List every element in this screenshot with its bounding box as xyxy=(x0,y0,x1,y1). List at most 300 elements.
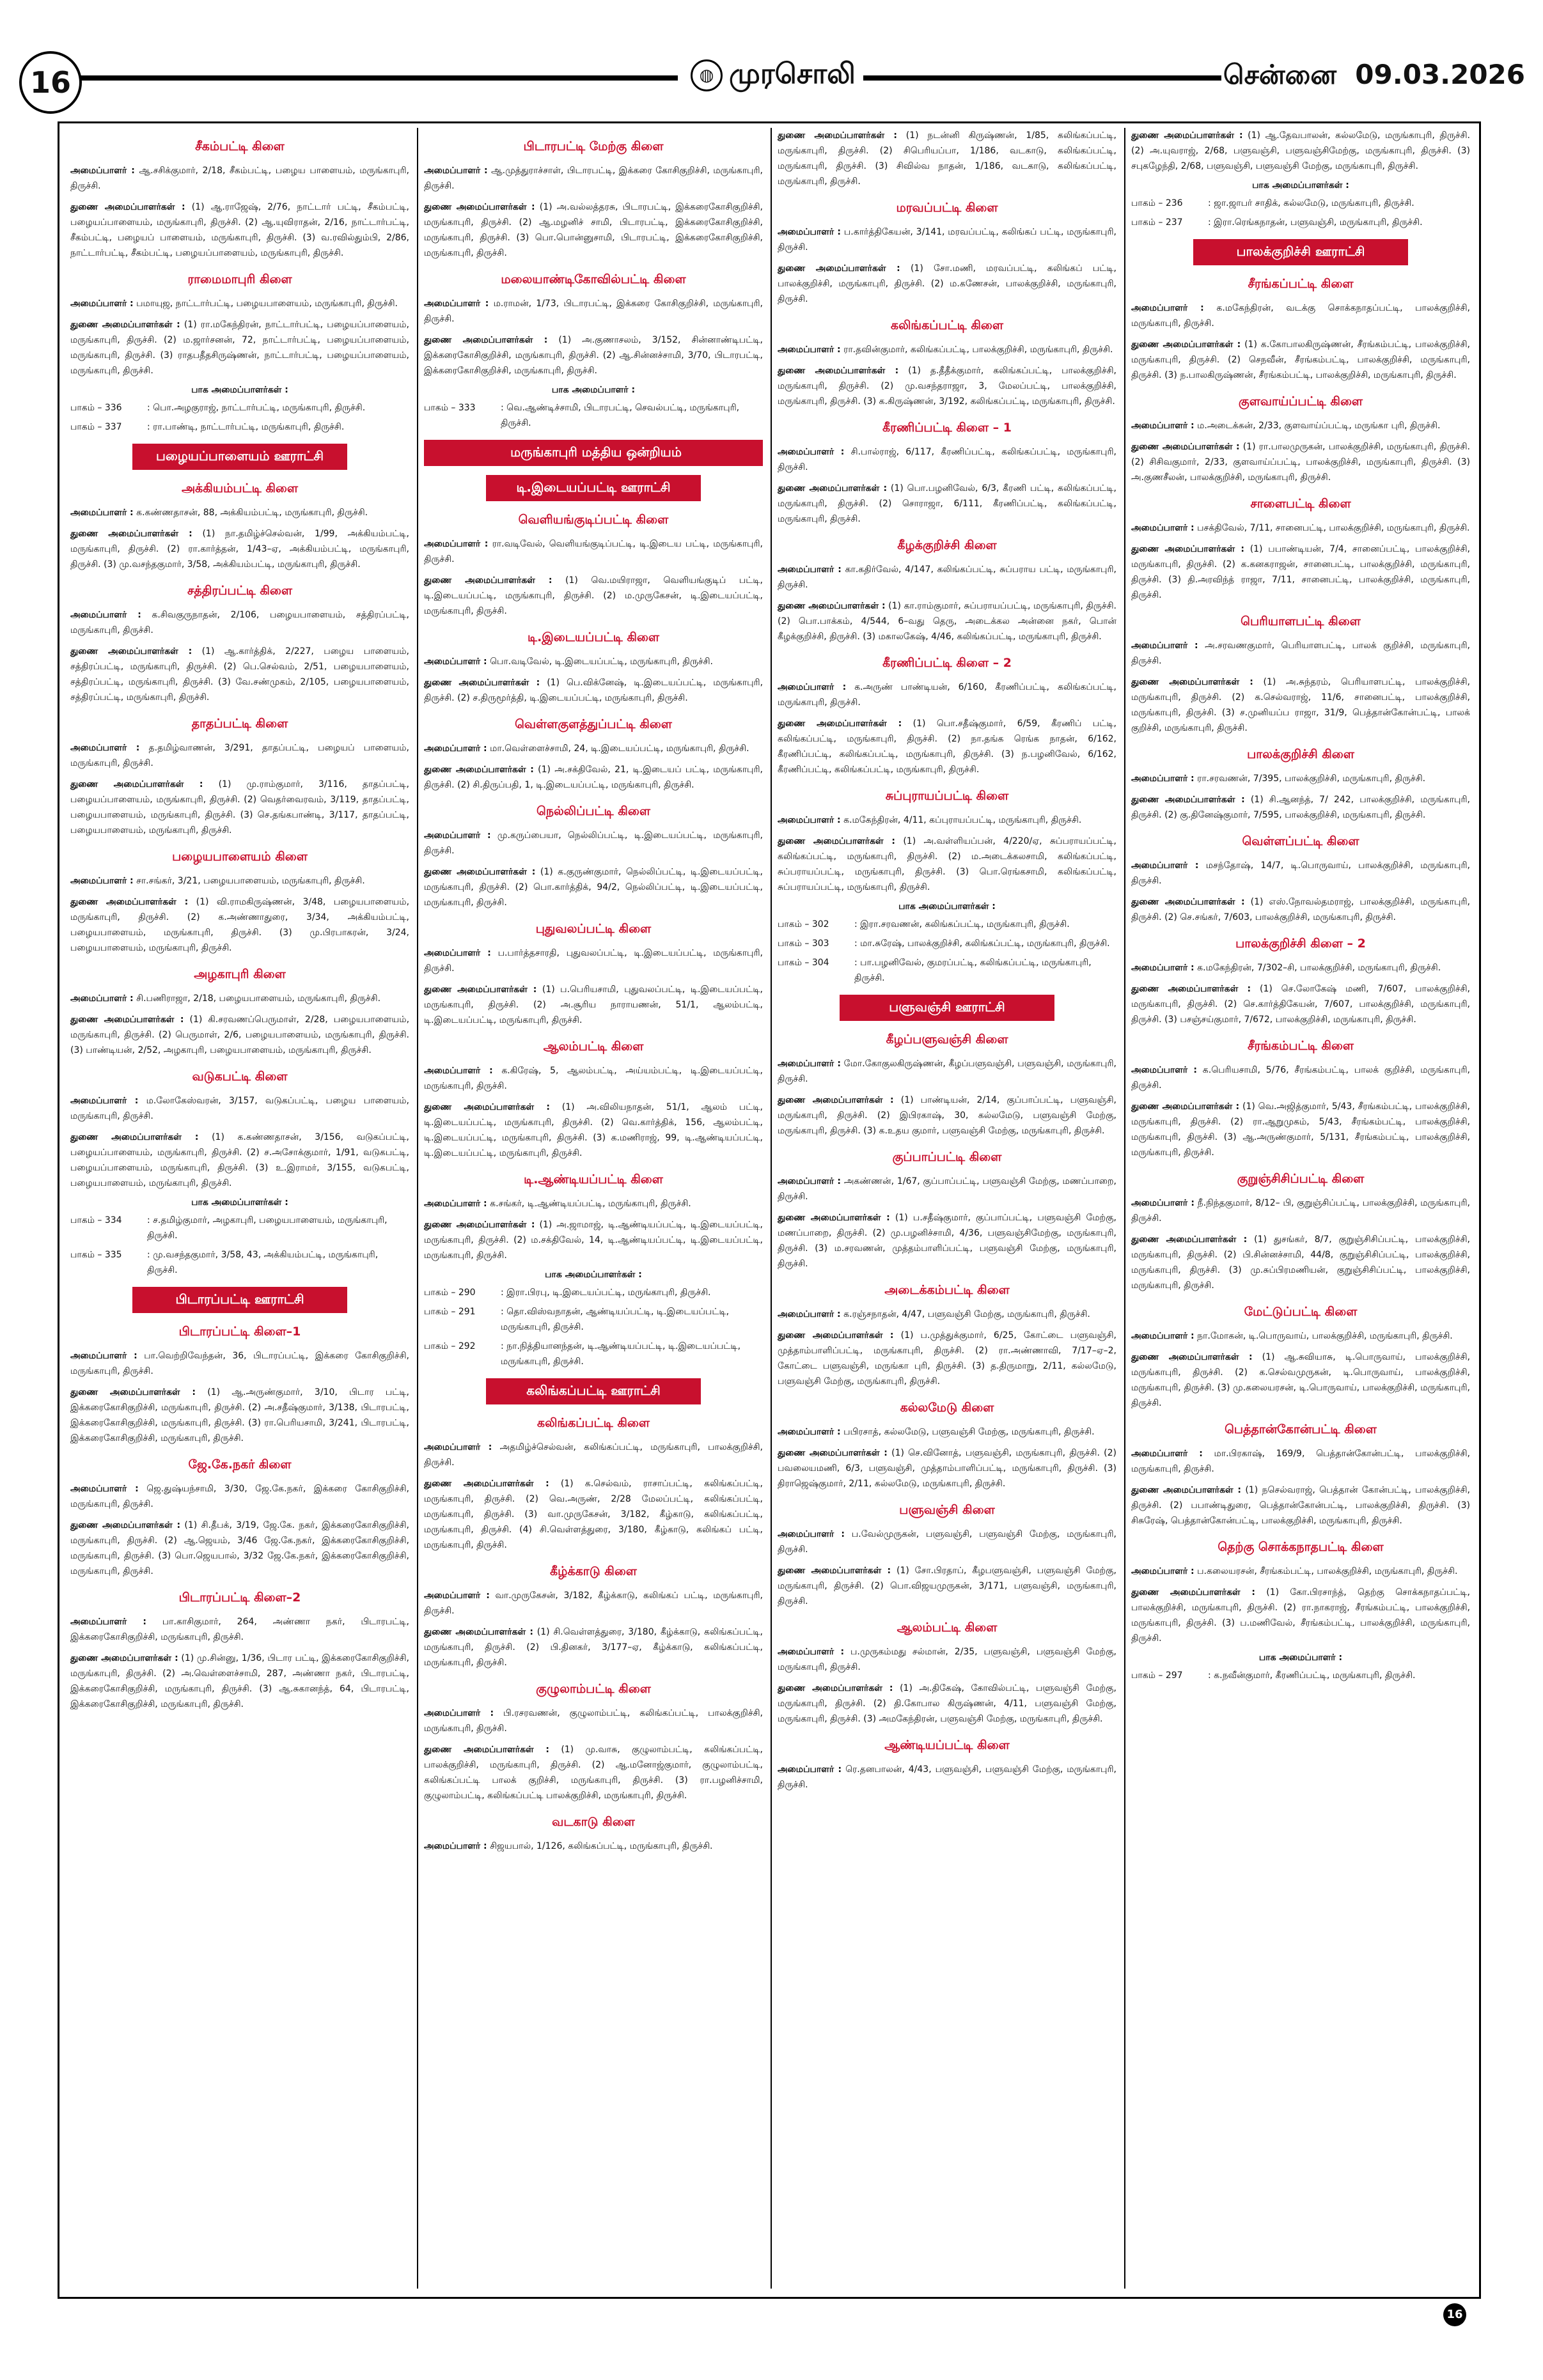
organiser-text: அ.சரவணகுமார், பெரியாளபட்டி, பாலக் குறிச்சி, மருங்காபுரி, திருச்சி. xyxy=(1131,641,1470,666)
organiser-text: மசந்தோஷ், 14/7, டி.பொருவாய், பாலக்குறிச்சி, மருங்காபுரி, திருச்சி. xyxy=(1131,860,1470,886)
organiser-entry xyxy=(778,224,1116,255)
organiser-text: ரா.சரவணன், 7/395, பாலக்குறிச்சி, மருங்காபுரி, திருச்சி. xyxy=(1197,774,1426,784)
deputy-text: (1) சி.ஆனந்த், 7/ 242, பாலக்குறிச்சி, மருங்காபுரி, திருச்சி. (2) கு.தினேஷ்குமார், 7/595, பாலக்குறிச்சி, மருங்காபுரி, திருச்சி. xyxy=(1131,795,1470,820)
deputy-label: துணை அமைப்பாளர்கள் : xyxy=(778,130,897,141)
booth-row xyxy=(424,1339,763,1369)
deputy-entry xyxy=(778,128,1116,189)
deputy-label: துணை அமைப்பாளர்கள் : xyxy=(70,646,192,657)
organiser-entry xyxy=(70,873,409,889)
booth-row xyxy=(1131,1668,1470,1683)
deputy-label: துணை அமைப்பாளர்கள் : xyxy=(778,263,900,274)
organiser-label: அமைப்பாளர் : xyxy=(1131,641,1198,651)
section-title: கலிங்கப்பட்டி கிளை xyxy=(537,1416,650,1430)
booth-number: பாகம் – 302 xyxy=(778,919,829,929)
organiser-text: க.சங்கர், டி.ஆண்டியப்பட்டி, மருங்காபுரி, திருச்சி. xyxy=(490,1199,691,1209)
organiser-entry xyxy=(1131,1564,1470,1579)
deputy-entry xyxy=(778,1093,1116,1139)
deputy-entry xyxy=(778,1210,1116,1272)
page-number-badge: 16 xyxy=(19,51,82,114)
deputy-label: துணை அமைப்பாளர்கள் : xyxy=(424,202,535,212)
deputy-label: துணை அமைப்பாளர்கள் : xyxy=(70,202,185,212)
deputy-text: (1) ப.சதீஷ்குமார், குப்பாப்பட்டி, பளுவஞ்சி மேற்கு, மணப்பாறை, திருச்சி. (2) மு.பழனிச்சாமி, 4/36, பளுவஞ்சிமேற்கு, மருங்காபுரி, திருச்சி. (3) ம.சரவணன், முத்தம்பாளிப்பட்டி, பளுவஞ்சி மேற்கு, மருங்காபுரி, திருச்சி. xyxy=(778,1213,1116,1269)
deputy-entry xyxy=(778,716,1116,777)
organiser-label: அமைப்பாளர் : xyxy=(778,1764,842,1775)
deputy-entry xyxy=(1131,1482,1470,1528)
organiser-entry xyxy=(778,1762,1116,1793)
organiser-entry xyxy=(70,296,409,311)
booth-text: : பா.பழனிவேல், குமரப்பட்டி, கலிங்கப்பட்டி, மருங்காபுரி, திருச்சி. xyxy=(854,958,1092,983)
deputy-text: (1) அ.ஜாமாஜ், டி.ஆண்டியப்பட்டி, டி.இடையப்பட்டி, மருங்காபுரி, திருச்சி. (2) ம.சக்திவேல், 14, டி.ஆண்டியப்பட்டி, டி.இடையப்பட்டி, மருங்காபுரி, திருச்சி. xyxy=(424,1220,763,1261)
deputy-text: (1) நசெல்வராஜ், பெத்தான் கோன்பட்டி, பாலக்குறிச்சி, திருச்சி. (2) பபாண்டிதுரை, பெத்தான்கோன்பட்டி, பாலக்குறிச்சி, திருச்சி. (3) சிசுரேஷ், பெத்தான்கோன்பட்டி, பாலக்குறிச்சி, மருங்காபுரி, திருச்சி. xyxy=(1131,1485,1470,1526)
deputy-entry xyxy=(424,1217,763,1263)
deputy-text: (1) செ.வினோத், பளுவஞ்சி, மருங்காபுரி, திருச்சி. (2) பவலையமணி, 6/3, பளுவஞ்சி, முத்தாம்பாளிப்பட்டி, மருங்காபுரி, திருச்சி. (3) திராஜெஷ்குமார், 2/11, கல்லமேடு, மருங்காபுரி, திருச்சி. xyxy=(778,1448,1116,1489)
organiser-label: அமைப்பாளர் : xyxy=(70,1096,139,1106)
deputy-text: (1) பொ.பழனிவேல், 6/3, கீரணி பட்டி, கலிங்கப்பட்டி, மருங்காபுரி, திருச்சி. (2) சொராஜா, 6/111, கீரணிப்பட்டி, கலிங்கப்பட்டி, மருங்காபுரி, திருச்சி. xyxy=(778,483,1116,524)
deputy-label: துணை அமைப்பாளர்கள் : xyxy=(424,1627,533,1637)
booth-row xyxy=(778,955,1116,986)
deputy-text: (1) கோ.பிரசாந்த், தெற்கு சொக்கநாதப்பட்டி, பாலக்குறிச்சி, மருங்காபுரி, திருச்சி. (2) ரா.நாகராஜ், சீரங்கம்பட்டி, பாலக்குறிச்சி, மருங்காபுரி, திருச்சி. (3) ப.மணிவேல், சீரங்கம்பட்டி, பாலக்குறிச்சி, மருங்காபுரி, திருச்சி. xyxy=(1131,1587,1470,1644)
organiser-text: ப.கார்த்திகேயன், 3/141, மரவப்பட்டி, கலிங்கப் பட்டி, மருங்காபுரி, திருச்சி. xyxy=(778,227,1116,253)
section-title: பாலக்குறிச்சி கிளை xyxy=(1247,747,1354,761)
deputy-label: துணை அமைப்பாளர்கள் : xyxy=(778,366,899,376)
section-title: ராமைமாபுரி கிளை xyxy=(187,272,292,286)
masthead-rule-left xyxy=(77,75,678,81)
organiser-entry xyxy=(1131,771,1470,786)
booth-row xyxy=(778,936,1116,951)
organiser-text: பபிரசாத், கல்லமேடு, பளுவஞ்சி மேற்கு, மருங்காபுரி, திருச்சி. xyxy=(843,1427,1095,1437)
booth-heading: பாக அமைப்பாளர் : xyxy=(551,385,636,395)
panchayat-banner: பாலக்குறிச்சி ஊராட்சி xyxy=(1193,239,1409,265)
organiser-label: அமைப்பாளர் : xyxy=(778,1059,841,1069)
deputy-entry xyxy=(70,1385,409,1446)
panchayat-banner: பழையப்பாளையம் ஊராட்சி xyxy=(132,444,348,470)
organiser-text: மோ.கோகுலகிருஷ்ணன், கீழப்பளுவஞ்சி, பளுவஞ்சி, மருங்காபுரி, திருச்சி. xyxy=(778,1059,1116,1084)
deputy-label: துணை அமைப்பாளர்கள் : xyxy=(424,1479,549,1489)
organiser-label: அமைப்பாளர் : xyxy=(424,657,487,667)
masthead xyxy=(13,45,1530,118)
section-title: மரவப்பட்டி கிளை xyxy=(896,201,998,215)
deputy-text: (1) க.குருண்குமார், நெல்லிப்பட்டி, டி.இடையப்பட்டி, மருங்காபுரி, திருச்சி. (2) பொ.கார்த்திக், 94/2, நெல்லிப்பட்டி, டி.இடையப்பட்டி, மருங்காபுரி, திருச்சி. xyxy=(424,867,763,908)
deputy-entry xyxy=(1131,337,1470,383)
deputy-text: (1) க.கண்ணதாசன், 3/156, வடுகப்பட்டி, பழையப்பாளையம், மருங்காபுரி, திருச்சி. (2) ச.அசோக்குமார், 1/91, வடுகபட்டி, பழையப்பாளையம், மருங்காபுரி, திருச்சி. (3) உ.இராமர், 3/155, வடுகபட்டி, பழையபாளையம், மருங்காபுரி, திருச்சி. xyxy=(70,1132,409,1188)
deputy-entry xyxy=(778,481,1116,527)
booth-number: பாகம் – 237 xyxy=(1131,217,1183,228)
column-3 xyxy=(778,128,1116,2292)
deputy-label: துணை அமைப்பாளர்கள் : xyxy=(424,1102,550,1112)
deputy-label: துணை அமைப்பாளர்கள் : xyxy=(424,1220,535,1230)
deputy-label: துணை அமைப்பாளர்கள் : xyxy=(424,765,534,775)
section-title: ஆலம்பட்டி கிளை xyxy=(543,1039,644,1054)
organiser-entry xyxy=(1131,1062,1470,1093)
booth-text: : வெ.ஆண்டிச்சாமி, பிடாரபட்டி, செவல்பட்டி, மருங்காபுரி, திருச்சி. xyxy=(501,403,740,428)
deputy-label: துணை அமைப்பாளர்கள் : xyxy=(1131,795,1245,805)
deputy-label: துணை அமைப்பாளர்கள் : xyxy=(424,867,536,877)
organiser-entry xyxy=(424,1196,763,1211)
deputy-label: துணை அமைப்பாளர்கள் : xyxy=(70,1132,199,1142)
organiser-text: அதமிழ்ச்செல்வன், கலிங்கப்பட்டி, மருங்காபுரி, பாலக்குறிச்சி, திருச்சி. xyxy=(424,1442,763,1468)
organiser-label: அமைப்பாளர் : xyxy=(778,1427,841,1437)
booth-number: பாகம் – 337 xyxy=(70,422,122,432)
organiser-entry xyxy=(778,1056,1116,1087)
section-title: பிடாரபட்டி மேற்கு கிளை xyxy=(523,139,664,153)
deputy-entry xyxy=(778,363,1116,409)
deputy-label: துணை அமைப்பாளர்கள் : xyxy=(1131,677,1253,687)
section-title: பெரியாளபட்டி கிளை xyxy=(1241,614,1361,628)
deputy-entry xyxy=(778,1445,1116,1491)
deputy-label: துணை அமைப்பாளர்கள் : xyxy=(424,335,548,345)
organiser-label: அமைப்பாளர் : xyxy=(1131,523,1194,533)
section-title: சத்திரப்பட்டி கிளை xyxy=(187,584,293,598)
booth-text: : ரா.பாண்டி, நாட்டார்பட்டி, மருங்காபுரி, திருச்சி. xyxy=(147,422,345,432)
deputy-entry xyxy=(778,261,1116,307)
organiser-label: அமைப்பாளர் : xyxy=(70,166,135,176)
newspaper-name xyxy=(691,58,856,94)
deputy-text: (1) ப.முத்துக்குமார், 6/25, கோட்டை பளுவஞ்சி, முத்தாம்பாளிப்பட்டி, மருங்காபுரி, திருச்சி. (2) ரா.அண்ணாவி, 7/17–ஏ–2, கோட்டை பளுவஞ்சி, மருங்கா புரி, திருச்சி. (3) த.திருமாறு, 2/11, கல்லமேடு, பளுவஞ்சி மேற்கு, மருங்காபுரி, திருச்சி. xyxy=(778,1330,1116,1387)
deputy-entry xyxy=(1131,1585,1470,1646)
deputy-text: (1) அ.திகேஷ், கோவில்பட்டி, பளுவஞ்சி மேற்கு, மருங்காபுரி, திருச்சி. (2) தி.கோபால கிருஷ்ணன், 4/11, பளுவஞ்சி மேற்கு, மருங்காபுரி, திருச்சி. (3) அமகேந்திரன், பளுவஞ்சி மேற்கு, மருங்காபுரி, திருச்சி. xyxy=(778,1683,1116,1724)
organiser-label: அமைப்பாளர் : xyxy=(778,564,842,575)
organiser-label: அமைப்பாளர் : xyxy=(778,227,842,237)
section-title: நெல்லிப்பட்டி கிளை xyxy=(537,804,650,818)
organiser-entry xyxy=(70,740,409,771)
organiser-entry xyxy=(1131,300,1470,331)
section-title: கலிங்கப்பட்டி கிளை xyxy=(890,318,1004,332)
deputy-label: துணை அமைப்பாளர்கள் : xyxy=(70,320,180,330)
organiser-label: அமைப்பாளர் : xyxy=(70,1484,139,1494)
booth-text: : பொ.அழகுராஜ், நாட்டார்பட்டி, மருங்காபுரி, திருச்சி. xyxy=(147,403,366,413)
booth-heading: பாக அமைப்பாளர்கள் : xyxy=(545,1270,642,1280)
organiser-label: அமைப்பாளர் : xyxy=(1131,1198,1194,1208)
section-title: பிடாரப்பட்டி கிளை–1 xyxy=(178,1325,301,1339)
deputy-text: (1) ஆ.அருண்குமார், 3/10, பிடார பட்டி, இக்கரைகோசிகுறிச்சி, மருங்காபுரி, திருச்சி. (2) அ.சதீஷ்குமார், 3/138, பிடாரபட்டி, இக்கரைகோசிகுறிச்சி, மருங்காபுரி, திருச்சி. (3) ரா.பெரியசாமி, 3/241, பிடாரபட்டி, இக்கரைகோசிகுறிச்சி, மருங்காபுரி, திருச்சி. xyxy=(70,1387,409,1443)
newspaper-logo-icon: ◍ xyxy=(691,59,723,91)
deputy-label: துணை அமைப்பாளர்கள் : xyxy=(1131,130,1243,141)
deputy-label: துணை அமைப்பாளர்கள் : xyxy=(1131,544,1244,554)
deputy-entry xyxy=(424,1476,763,1553)
deputy-entry xyxy=(1131,981,1470,1027)
organiser-label: அமைப்பாளர் : xyxy=(778,815,841,825)
section-title: புதுவலப்பட்டி கிளை xyxy=(535,922,652,936)
newspaper-title: முரசொலி xyxy=(729,58,856,90)
deputy-entry xyxy=(424,675,763,706)
organiser-entry xyxy=(778,1644,1116,1675)
organiser-entry xyxy=(778,680,1116,710)
deputy-entry xyxy=(778,1563,1116,1609)
deputy-text: (1) வெ.அஜித்குமார், 5/43, சீரங்கம்பட்டி, பாலக்குறிச்சி, மருங்காபுரி, திருச்சி. (2) ரா.ஆறுமுகம், 5/43, சீரங்கம்பட்டி, பாலக்குறிச்சி, மருங்காபுரி, திருச்சி. (3) ஆ.அருண்குமார், 5/131, சீரங்கம்பட்டி, பாலக்குறிச்சி, மருங்காபுரி, திருச்சி. xyxy=(1131,1101,1470,1158)
organiser-text: மு.கருப்பையா, நெல்லிப்பட்டி, டி.இடையப்பட்டி, மருங்காபுரி, திருச்சி. xyxy=(424,830,763,856)
organiser-label: அமைப்பாளர் : xyxy=(424,1841,487,1851)
deputy-label: துணை அமைப்பாளர்கள் : xyxy=(70,1387,196,1397)
organiser-label: அமைப்பாளர் : xyxy=(1131,1449,1203,1459)
booth-heading: பாக அமைப்பாளர்கள் : xyxy=(1252,180,1349,191)
booth-heading: பாக அமைப்பாளர் : xyxy=(1258,1653,1343,1663)
deputy-text: (1) அ.வள்ளியப்பன், 4/220/ஏ, சுப்பராயப்பட்டி, கலிங்கப்பட்டி, மருங்காபுரி, திருச்சி. (2) ம.அடைக்கலசாமி, கலிங்கப்பட்டி, சுப்பராயப்பட்டி, மருங்காபுரி, திருச்சி. (3) பொ.ரெங்கசாமி, கலிங்கப்பட்டி, சுப்பராயப்பட்டி, மருங்காபுரி, திருச்சி. xyxy=(778,836,1116,892)
organiser-text: பா.வெற்றிவேந்தன், 36, பிடாரப்பட்டி, இக்கரை கோசிகுறிச்சி, மருங்காபுரி, திருச்சி. xyxy=(70,1351,409,1376)
deputy-label: துணை அமைப்பாளர்கள் : xyxy=(424,678,540,688)
organiser-text: ப.வேல்முருகன், பளுவஞ்சி, பளுவஞ்சி மேற்கு, மருங்காபுரி, திருச்சி. xyxy=(778,1529,1116,1555)
organiser-text: க.அருண் பாண்டியன், 6/160, கீரணிப்பட்டி, கலிங்கப்பட்டி, மருங்காபுரி, திருச்சி. xyxy=(778,682,1116,708)
column-divider xyxy=(417,128,418,2289)
organiser-entry xyxy=(424,828,763,859)
deputy-label: துணை அமைப்பாளர்கள் : xyxy=(1131,1101,1240,1112)
deputy-entry xyxy=(424,1624,763,1670)
organiser-entry xyxy=(70,607,409,638)
organiser-text: க.மகேந்திரன், 7/302–சி, பாலக்குறிச்சி, மருங்காபுரி, திருச்சி. xyxy=(1197,963,1441,973)
deputy-text: (1) துசங்கர், 8/7, குறுஞ்சிசிப்பட்டி, பாலக்குறிச்சி, மருங்காபுரி, திருச்சி. (2) பி.சின்னச்சாமி, 44/8, குறுஞ்சிசிப்பட்டி, பாலக்குறிச்சி, மருங்காபுரி, திருச்சி. (3) மு.சுப்பிரமணியன், குறுஞ்சிசிப்பட்டி, பாலக்குறிச்சி, மருங்காபுரி, திருச்சி. xyxy=(1131,1234,1470,1291)
booth-row xyxy=(778,917,1116,932)
deputy-text: (1) சோ.மணி, மரவப்பட்டி, கலிங்கப் பட்டி, பாலக்குறிச்சி, மருங்காபுரி, திருச்சி. (2) ம.கணேசன், பாலக்குறிச்சி, மருங்காபுரி, திருச்சி. xyxy=(778,263,1116,304)
booth-number: பாகம் – 297 xyxy=(1131,1670,1183,1681)
deputy-text: (1) அ.சுந்தரம், பெரியாளபட்டி, பாலக்குறிச்சி, மருங்காபுரி, திருச்சி. (2) க.செல்வராஜ், 11/6, சானைபட்டி, பாலக்குறிச்சி, மருங்காபுரி, திருச்சி. (3) ச.முனியப்ப ராஜா, 31/9, பெத்தான்கோன்பட்டி, பாலக் குறிச்சி, மருங்காபுரி, திருச்சி. xyxy=(1131,677,1470,733)
deputy-entry xyxy=(778,1681,1116,1727)
deputy-entry xyxy=(424,762,763,793)
deputy-text: (1) வெ.மயிராஜா, வெளியங்குடிப் பட்டி, டி.இடையப்பட்டி, மருங்காபுரி, திருச்சி. (2) ம.முருகேசன், டி.இடையப்பட்டி, மருங்காபுரி, திருச்சி. xyxy=(424,575,763,616)
deputy-text: (1) ரா.மகேந்திரன், நாட்டார்பட்டி, பழையப்பாளையம், மருங்காபுரி, திருச்சி. (2) ம.ஜார்சனன், 72, நாட்டார்பட்டி, பழையப்பாளையம், மருங்காபுரி, திருச்சி. (3) ராதபதீதசிருஷ்ணன், நாட்டார்பட்டி, பழையப்பாளையம், மருங்காபுரி, திருச்சி. xyxy=(70,320,409,376)
section-title: கீரணிப்பட்டி கிளை – 1 xyxy=(882,421,1012,435)
footer-page-number: 16 xyxy=(1443,2303,1466,2326)
column-4 xyxy=(1131,128,1470,2292)
organiser-label: அமைப்பாளர் : xyxy=(1131,1566,1194,1576)
organiser-entry xyxy=(70,991,409,1006)
deputy-entry xyxy=(1131,439,1470,485)
organiser-label: அமைப்பாளர் : xyxy=(778,1529,845,1539)
section-title: ஆண்டியப்பட்டி கிளை xyxy=(884,1738,1010,1752)
deputy-entry xyxy=(70,777,409,838)
organiser-entry xyxy=(424,1706,763,1736)
organiser-label: அமைப்பாளர் : xyxy=(778,447,845,457)
deputy-text: (1) க.கோபாலகிருஷ்ணன், சீரங்கம்பட்டி, பாலக்குறிச்சி, மருங்காபுரி, திருச்சி. (2) செநவீன், சீரங்கம்பட்டி, பாலக்குறிச்சி, மருங்காபுரி, திருச்சி. (3) ந.பாலகிருஷ்ணன், சீரங்கம்பட்டி, பாலக்குறிச்சி, மருங்காபுரி, திருச்சி. xyxy=(1131,339,1470,380)
organiser-entry xyxy=(1131,520,1470,536)
organiser-entry xyxy=(424,536,763,567)
deputy-entry xyxy=(70,1651,409,1712)
organiser-entry xyxy=(424,1440,763,1470)
organiser-text: க.மகேந்திரன், 4/11, கப்புராயப்பட்டி, மருங்காபுரி, திருச்சி. xyxy=(843,815,1082,825)
deputy-label: துணை அமைப்பாளர்கள் : xyxy=(778,1330,894,1341)
deputy-entry xyxy=(70,644,409,705)
organiser-text: பமாயுஜ, நாட்டார்பட்டி, பழையபாளையம், மருங்காபுரி, திருச்சி. xyxy=(136,299,398,309)
deputy-entry xyxy=(424,199,763,261)
deputy-entry xyxy=(1131,1349,1470,1411)
deputy-entry xyxy=(70,1130,409,1191)
deputy-text: (1) ப.பெரியசாமி, புதுவலப்பட்டி, டி.இடையப்பட்டி, மருங்காபுரி, திருச்சி. (2) அ.சூரிய நாராயணன், 51/1, ஆலம்பட்டி, டி.இடையப்பட்டி, மருங்காபுரி, திருச்சி. xyxy=(424,984,763,1025)
section-title: அக்கியம்பட்டி கிளை xyxy=(181,481,299,495)
city-date xyxy=(1223,59,1525,94)
deputy-label: துணை அமைப்பாளர்கள் : xyxy=(778,1566,891,1576)
booth-text: : மா.சுரேஷ், பாலக்குறிச்சி, கலிங்கப்பட்டி, மருங்காபுரி, திருச்சி. xyxy=(854,938,1110,949)
deputy-entry xyxy=(424,1100,763,1161)
organiser-entry xyxy=(70,1481,409,1512)
deputy-entry xyxy=(424,982,763,1028)
section-title: கீழ்க்காடு கிளை xyxy=(550,1564,637,1578)
booth-text: : ச.தமிழ்குமார், அழகாபுரி, பழையபாளையம், மருங்காபுரி, திருச்சி. xyxy=(147,1215,388,1241)
booth-row xyxy=(1131,215,1470,230)
booth-number: பாகம் – 291 xyxy=(424,1307,476,1317)
organiser-text: கா.கதிர்வேல், 4/147, கலிங்கப்பட்டி, சுப்பராய பட்டி, மருங்காபுரி, திருச்சி. xyxy=(778,564,1116,590)
deputy-label: துணை அமைப்பாளர்கள் : xyxy=(1131,339,1241,350)
section-title: பிடாரப்பட்டி கிளை–2 xyxy=(178,1591,301,1605)
organiser-entry xyxy=(70,1614,409,1645)
section-title: குறுஞ்சிசிப்பட்டி கிளை xyxy=(1237,1172,1365,1186)
deputy-label: துணை அமைப்பாளர்கள் : xyxy=(1131,442,1240,452)
deputy-entry xyxy=(1131,1232,1470,1293)
deputy-entry xyxy=(70,199,409,261)
organiser-text: க.மகேந்திரன், வடக்கு சொக்கநாதப்பட்டி, பாலக்குறிச்சி, மருங்காபுரி, திருச்சி. xyxy=(1131,303,1470,329)
deputy-entry xyxy=(70,894,409,956)
organiser-label: அமைப்பாளர் : xyxy=(424,166,488,176)
organiser-text: சி.பால்ராஜ், 6/117, கீரணிப்பட்டி, கலிங்கப்பட்டி, மருங்காபுரி, திருச்சி. xyxy=(778,447,1116,472)
deputy-text: (1) ஆ.தேவபாலன், கல்லமேடு, மருங்காபுரி, திருச்சி. (2) அ.யுவராஜ், 2/68, பளுவஞ்சி, பளுவஞ்சிமேற்கு, மருங்காபுரி, திருச்சி. (3) சபுகழேந்தி, 2/68, பளுவஞ்சி, பளுவஞ்சி மேற்கு, மருங்காபுரி, திருச்சி. xyxy=(1131,130,1470,171)
booth-number: பாகம் – 335 xyxy=(70,1250,122,1260)
organiser-text: அகண்ணன், 1/67, குப்பாப்பட்டி, பளுவஞ்சி மேற்கு, மணப்பாறை, திருச்சி. xyxy=(778,1176,1116,1202)
deputy-label: துணை அமைப்பாளர்கள் : xyxy=(778,1683,893,1693)
organiser-entry xyxy=(778,1424,1116,1440)
organiser-entry xyxy=(1131,858,1470,889)
organiser-text: ம.அடைக்கன், 2/33, குளவாய்ப்பட்டி, மருங்கா புரி, திருச்சி. xyxy=(1197,421,1441,431)
organiser-text: சிஜயபால், 1/126, கலிங்கப்பட்டி, மருங்காபுரி, திருச்சி. xyxy=(490,1841,713,1851)
masthead-rule-right xyxy=(863,75,1221,81)
organiser-text: மா.வெள்ளைச்சாமி, 24, டி.இடையப்பட்டி, மருங்காபுரி, திருச்சி. xyxy=(490,743,749,754)
section-title: பாலக்குறிச்சி கிளை – 2 xyxy=(1235,937,1366,951)
organiser-entry xyxy=(424,945,763,976)
organiser-text: க.கண்ணதாசன், 88, அக்கியம்பட்டி, மருங்காபுரி, திருச்சி. xyxy=(136,508,368,518)
deputy-entry xyxy=(778,1328,1116,1389)
panchayat-banner: டி.இடையப்பட்டி ஊராட்சி xyxy=(486,475,701,501)
deputy-entry xyxy=(70,1518,409,1579)
organiser-text: க.சிவகுருநாதன், 2/106, பழையபாளையம், சத்திரப்பட்டி, மருங்காபுரி, திருச்சி. xyxy=(70,610,409,635)
deputy-entry xyxy=(778,834,1116,895)
organiser-text: சா.சங்கர், 3/21, பழையபாளையம், மருங்காபுரி, திருச்சி. xyxy=(136,876,365,886)
organiser-label: அமைப்பாளர் : xyxy=(70,1351,137,1361)
organiser-text: ப.முருகம்மது சல்மான், 2/35, பளுவஞ்சி, பளுவஞ்சி மேற்கு, மருங்காபுரி, திருச்சி. xyxy=(778,1647,1116,1672)
organiser-text: நா.மோகன், டி.பொருவாய், பாலக்குறிச்சி, மருங்காபுரி, திருச்சி. xyxy=(1197,1331,1453,1341)
deputy-text: (1) பாண்டியன், 2/14, குப்பாப்பட்டி, பளுவஞ்சி, மருங்காபுரி, திருச்சி. (2) இபிரகாஷ், 30, கல்லமேடு, பளுவஞ்சி மேற்கு, மருங்காபுரி, திருச்சி. (3) க.உதய குமார், பளுவஞ்சி மேற்கு, மருங்காபுரி, திருச்சி. xyxy=(778,1095,1116,1136)
organiser-text: ஆ.சசிக்குமார், 2/18, சீகம்பட்டி, பழைய பாளையம், மருங்காபுரி, திருச்சி. xyxy=(70,166,409,191)
booth-number: பாகம் – 303 xyxy=(778,938,829,949)
section-title: கல்லமேடு கிளை xyxy=(900,1401,994,1415)
organiser-label: அமைப்பாளர் : xyxy=(778,345,841,355)
organiser-entry xyxy=(70,505,409,520)
column-2 xyxy=(424,128,763,2292)
deputy-label: துணை அமைப்பாளர்கள் : xyxy=(1131,897,1245,907)
section-title: கீரணிப்பட்டி கிளை – 2 xyxy=(882,656,1012,670)
section-title: வெள்ளப்பட்டி கிளை xyxy=(1242,834,1359,848)
organiser-label: அமைப்பாளர் : xyxy=(778,682,847,692)
deputy-label: துணை அமைப்பாளர்கள் : xyxy=(778,1448,888,1458)
booth-row xyxy=(424,400,763,431)
deputy-entry xyxy=(1131,541,1470,603)
deputy-entry xyxy=(1131,674,1470,736)
panchayat-banner: பிடாரப்பட்டி ஊராட்சி xyxy=(132,1287,348,1313)
deputy-text: (1) மு.ராம்குமார், 3/116, தாதப்பட்டி, பழையப்பாளையம், மருங்காபுரி, திருச்சி. (2) வெதர்வைரவம், 3/119, தாதப்பட்டி, பழையபாளையம், மருங்காபுரி, திருச்சி. (3) செ.தங்கபாண்டி, 3/117, தாதப்பட்டி, பழையபாளையம், மருங்காபுரி, திருச்சி. xyxy=(70,779,409,836)
booth-text: : நா.நித்தியானந்தன், டி.ஆண்டியப்பட்டி, டி.இடையப்பட்டி, மருங்காபுரி, திருச்சி. xyxy=(501,1341,741,1367)
organiser-text: பசக்திவேல், 7/11, சானைபட்டி, பாலக்குறிச்சி, மருங்காபுரி, திருச்சி. xyxy=(1197,523,1470,533)
booth-number: பாகம் – 336 xyxy=(70,403,122,413)
section-title: மலையாண்டிகோவில்பட்டி கிளை xyxy=(501,272,686,286)
organiser-text: பி.ரசரவணன், குழுலாம்பட்டி, கலிங்கப்பட்டி, பாலக்குறிச்சி, மருங்காபுரி, திருச்சி. xyxy=(424,1708,763,1734)
booth-text: : இரா.ரெங்கநாதன், பளுவஞ்சி, மருங்காபுரி, திருச்சி. xyxy=(1208,217,1423,228)
deputy-label: துணை அமைப்பாளர்கள் : xyxy=(424,575,552,586)
section-title: கீழக்குறிச்சி கிளை xyxy=(897,538,997,552)
booth-row xyxy=(70,1213,409,1243)
section-title: அடைக்கம்பட்டி கிளை xyxy=(884,1283,1010,1297)
deputy-label: துணை அமைப்பாளர்கள் : xyxy=(70,897,189,907)
deputy-text: (1) அ.விலியநாதன், 51/1, ஆலம் பட்டி, டி.இடையப்பட்டி, மருங்காபுரி, திருச்சி. (2) வெ.கார்த்திக், 156, ஆலம்பட்டி, டி.இடையப்பட்டி, மருங்காபுரி, திருச்சி. (3) க.மணிராஜ், 99, டி.ஆண்டியப்பட்டி, டி.இடையப்பட்டி, மருங்காபுரி, திருச்சி. xyxy=(424,1102,763,1158)
deputy-label: துணை அமைப்பாளர்கள் : xyxy=(778,1095,894,1105)
booth-text: : ஜா.ஜாபர் சாதிக், கல்லமேடு, மருங்காபுரி, திருச்சி. xyxy=(1208,198,1414,208)
organiser-entry xyxy=(778,813,1116,828)
section-title: தெற்கு சொக்கநாதபட்டி கிளை xyxy=(1218,1540,1384,1554)
organiser-label: அமைப்பாளர் : xyxy=(1131,303,1204,313)
deputy-text: (1) பெ.விக்னேஷ், டி.இடையப்பட்டி, மருங்காபுரி, திருச்சி. (2) ச.திருமூர்த்தி, டி.இடையப்பட்டி, மருங்காபுரி, திருச்சி. xyxy=(424,678,763,703)
booth-number: பாகம் – 333 xyxy=(424,403,476,413)
deputy-text: (1) க.செல்வம், ராசாப்பட்டி, கலிங்கப்பட்டி, மருங்காபுரி, திருச்சி. (2) வெ.அருண், 2/28 மேலப்பட்டி, கலிங்கப்பட்டி, மருங்காபுரி, திருச்சி. (3) வா.முருகேசன், 3/182, கீழ்காடு, கலிங்கப்பட்டி, மருங்காபுரி, திருச்சி. (4) சி.வெள்ளத்துரை, 3/180, கீழ்காடு, கலிங்கப் பட்டி, மருங்காபுரி, திருச்சி. xyxy=(424,1479,763,1550)
organiser-label: அமைப்பாளர் : xyxy=(424,830,491,841)
organiser-text: ப.பார்த்தசாரதி, புதுவலப்பட்டி, டி.இடையப்பட்டி, மருங்காபுரி, திருச்சி. xyxy=(424,948,763,974)
deputy-entry xyxy=(424,864,763,910)
deputy-label: துணை அமைப்பாளர்கள் : xyxy=(70,1015,184,1025)
section-title: வெளியங்குடிப்பட்டி கிளை xyxy=(518,513,669,527)
section-title: கீழப்பளுவஞ்சி கிளை xyxy=(886,1032,1008,1046)
organiser-entry xyxy=(778,342,1116,357)
deputy-label: துணை அமைப்பாளர்கள் : xyxy=(1131,1485,1242,1495)
organiser-text: ரெ.தனபாலன், 4/43, பளுவஞ்சி, பளுவஞ்சி மேற்கு, மருங்காபுரி, திருச்சி. xyxy=(778,1764,1116,1790)
deputy-text: (1) ரா.பாலமுருகன், பாலக்குறிச்சி, மருங்காபுரி, திருச்சி. (2) சிசிவகுமார், 2/33, குளவாய்ப்பட்டி, பாலக்குறிச்சி, மருங்காபுரி, திருச்சி. (3) அ.குணசீலன், பாலக்குறிச்சி, மருங்காபுரி, திருச்சி. xyxy=(1131,442,1470,483)
organiser-label: அமைப்பாளர் : xyxy=(778,1647,845,1657)
deputy-label: துணை அமைப்பாளர்கள் : xyxy=(1131,984,1251,994)
organiser-text: ரா.வடிவேல், வெளியங்குடிப்பட்டி, டி.இடைய பட்டி, மருங்காபுரி, திருச்சி. xyxy=(424,539,763,564)
deputy-entry xyxy=(1131,894,1470,925)
deputy-text: (1) ஆ.கார்த்திக், 2/227, பழைய பாளையம், சத்திரப்பட்டி, மருங்காபுரி, திருச்சி. (2) பெ.செல்வம், 2/51, பழையபாளையம், சத்திரப்பட்டி, மருங்காபுரி, திருச்சி. (3) வே.சண்முகம், 2/105, பழையபாளையம், சத்திரப்பட்டி, மருங்காபுரி, திருச்சி. xyxy=(70,646,409,703)
deputy-label: துணை அமைப்பாளர்கள் : xyxy=(70,1653,178,1663)
section-title: டி.ஆண்டியப்பட்டி கிளை xyxy=(524,1172,663,1186)
organiser-entry xyxy=(1131,960,1470,976)
deputy-label: துணை அமைப்பாளர்கள் : xyxy=(70,1520,181,1530)
booth-text: : இரா.பிரபு, டி.இடையப்பட்டி, மருங்காபுரி, திருச்சி. xyxy=(501,1287,711,1298)
organiser-entry xyxy=(424,654,763,669)
deputy-text: (1) சோ.பிரதாப், கீழபளுவஞ்சி, பளுவஞ்சி மேற்கு, மருங்காபுரி, திருச்சி. (2) பொ.விஜயமுருகன், 3/171, பளுவஞ்சி, மருங்காபுரி, திருச்சி. xyxy=(778,1566,1116,1606)
organiser-entry xyxy=(1131,418,1470,433)
organiser-entry xyxy=(70,1348,409,1379)
panchayat-banner: பளுவஞ்சி ஊராட்சி xyxy=(840,995,1055,1021)
deputy-text: (1) அ.குணாசலம், 3/152, சின்னாண்டிபட்டி, இக்கரைகோசிகுறிச்சி, மருங்காபுரி, திருச்சி. (2) ஆ.சின்னச்சாமி, 3/70, பிடாரபட்டி, இக்கரைகோசிகுறிச்சி, மருங்காபுரி, திருச்சி. xyxy=(424,335,763,376)
booth-row xyxy=(70,400,409,416)
deputy-entry xyxy=(1131,128,1470,174)
organiser-text: பொ.வடிவேல், டி.இடையப்பட்டி, மருங்காபுரி, திருச்சி. xyxy=(490,657,713,667)
organiser-entry xyxy=(424,1063,763,1094)
section-title: சாளைபட்டி கிளை xyxy=(1250,497,1351,511)
deputy-entry xyxy=(1131,792,1470,823)
deputy-text: (1) வி.ராமகிருஷ்ணன், 3/48, பழையபாளையம், மருங்காபுரி, திருச்சி. (2) க.அண்ணாதுரை, 3/34, அக்கியம்பட்டி, பழையபாளையம், மருங்காபுரி, திருச்சி. (3) மு.பிரபாகரன், 3/24, பழையபாளையம், மருங்காபுரி, திருச்சி. xyxy=(70,897,409,953)
deputy-text: (1) பபாண்டியன், 7/4, சானைப்பட்டி, பாலக்குறிச்சி, மருங்காபுரி, திருச்சி. (2) க.கனகராஜன், சானைபட்டி, பாலக்குறிச்சி, மருங்காபுரி, திருச்சி. (3) தி.அரவிந்த் ராஜா, 7/11, சானைபட்டி, பாலக்குறிச்சி, மருங்காபுரி, திருச்சி. xyxy=(1131,544,1470,600)
deputy-entry xyxy=(424,332,763,378)
organiser-entry xyxy=(424,296,763,327)
section-title: வடுகபட்டி கிளை xyxy=(192,1069,288,1084)
organiser-text: ம.ராமன், 1/73, பிடாரபட்டி, இக்கரை கோசிகுறிச்சி, மருங்காபுரி, திருச்சி. xyxy=(424,299,763,324)
organiser-label: அமைப்பாளர் : xyxy=(70,508,134,518)
section-title: பழையபாளையம் கிளை xyxy=(172,850,308,864)
section-title: சீரங்கம்பட்டி கிளை xyxy=(1247,1039,1354,1053)
section-title: சீகம்பட்டி கிளை xyxy=(195,139,285,153)
organiser-label: அமைப்பாளர் : xyxy=(424,1066,493,1076)
organiser-label: அமைப்பாளர் : xyxy=(1131,774,1194,784)
section-title: டி.இடையப்பட்டி கிளை xyxy=(527,630,660,644)
organiser-text: சி.பணிராஜா, 2/18, பழையபாளையம், மருங்காபுரி, திருச்சி. xyxy=(136,993,381,1004)
deputy-label: துணை அமைப்பாளர்கள் : xyxy=(778,836,896,846)
section-title: பளுவஞ்சி கிளை xyxy=(899,1503,995,1517)
organiser-entry xyxy=(1131,1446,1470,1477)
organiser-label: அமைப்பாளர் : xyxy=(70,993,134,1004)
section-title: குளவாய்ப்பட்டி கிளை xyxy=(1238,394,1363,408)
